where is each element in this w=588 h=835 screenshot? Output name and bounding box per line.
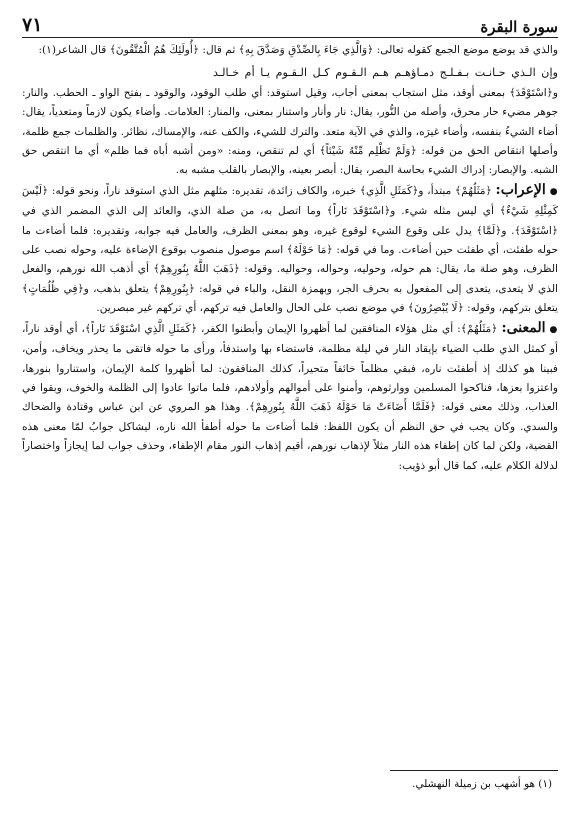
bullet-icon: ●: [549, 324, 558, 335]
section-heading-meaning: المعنى:: [501, 319, 546, 336]
footnote-text: هو أشهب بن زميلة النهشلي.: [412, 778, 535, 790]
poetry-verse: وإن الـذي حـانـت بـفـلـج دمـاؤهـم هـم الـقـوم كـل الـقـوم يـا أم خـالـد: [212, 66, 558, 80]
page-body: [22, 41, 558, 476]
section-heading-grammar: الإعراب:: [495, 181, 546, 198]
bullet-icon: ●: [549, 186, 558, 197]
footnote-number: (١): [538, 778, 552, 790]
grammar-text: ﴿مَثَلُهُمْ﴾ مبتدأ، و﴿كَمَثَلِ الَّذِي﴾ خبره، والكاف زائدة، تقديره: مثلهم مثل الذي استوقد ناراً، ونحو قوله: ﴿لَيْسَ كَمِثْلِهِ شَيْءٌ﴾ أي ليس مثله شيء. و﴿اسْتَوْقَدَ نَاراً﴾ وما اتصل به، من صلة الذي، والعائد إلى الذي المضمر الذي في ﴿اسْتَوْقَدَ﴾. و﴿لَمَّا﴾ يدل على وقوع الشيء لوقوع غيره، وهو بمعنى الظرف، والعامل فيه جوابه، وتقديره: فلما أضاءت ما حوله طفئت، أي طفئت حين أضاءت. وما في قوله: ﴿مَا حَوْلَهُ﴾ اسم موصول منصوب بوقوع الإضاءة عليه، وحوله نصب على الظرف، وهو صلة ما، يقال: هم حوله، وحوليه، وحواله، وحواليه. وقوله: ﴿ذَهَبَ اللَّهُ بِنُورِهِمْ﴾ أي أذهب الله نورهم، والفعل الذي لا يتعدى، يتعدى إلى المفعول به بحرف الجر، وبهمزة النقل، والباء في قوله: ﴿بِنُورِهِمْ﴾ يتعلق بذهب، و﴿فِي ظُلُمَاتٍ﴾ يتعلق بتركهم، وقوله: ﴿لَا يُبْصِرُونَ﴾ في موضع نصب على الحال والعامل فيه تركهم، أي تركهم غير مبصرين.: [22, 184, 558, 315]
paragraph-grammar: [22, 181, 558, 319]
surah-title: سورة البقرة: [480, 18, 558, 36]
footnote-rule: [390, 770, 558, 771]
meaning-text: ﴿مَثَلُهُمْ﴾: أي مثل هؤلاء المنافقين لما أظهروا الإيمان وأبطنوا الكفر، ﴿كَمَثَلِ الَّذِي اسْتَوْقَدَ نَاراً﴾، أي أوقد ناراً، أو كمثل الذي طلب الضياء بإيقاد النار في ليلة مظلمة، فاستضاء بها واستدفأ، ورأى ما حوله فاتقى ما يحذر ويخاف، وأمن، فبينا هو كذلك إذ أطفئت ناره، فبقي مظلماً خائفاً متحيراً، كذلك المنافقون: لما أظهروا كلمة الإيمان، واستناروا بنورها، واعتزوا بعزها، فناكحوا المسلمين ووارثوهم، وأمنوا على أموالهم وأولادهم، فلما ماتوا عادوا إلى الظلمة والخوف، وبقوا في العذاب، وذلك معنى قوله: ﴿فَلَمَّا أَضَاءَتْ مَا حَوْلَهُ ذَهَبَ اللَّهُ بِنُورِهِمْ﴾. وهذا هو المروي عن ابن عباس وقتادة والضحاك والسدي. وكان يجب في حق النظم أن يكون اللفظ: فلما أضاءت ما حوله أطفأ الله ناره، ليشاكل جوابُ لمّا معنى هذه القضية، ولكن لما كان إطفاء هذه النار مثلاً لإذهاب نورهم، أقيم إذهاب النور مقام الإطفاء، وحذف جواب لما إيجازاً واختصاراً لدلالة الكلام عليه، كما قال أبو ذؤيب:: [22, 322, 558, 472]
paragraph-plural-usage: والذي قد يوضع موضع الجمع كقوله تعالى: ﴿وَالَّذِي جَاءَ بِالصِّدْقِ وَصَدَّقَ بِهِ﴾ ثم قال: ﴿أُولَئِكَ هُمُ الْمُتَّقُونَ﴾ قال الشاعر(١):: [38, 44, 558, 56]
paragraph-meaning: [22, 319, 558, 476]
page-number: ٧١: [22, 14, 43, 36]
page-header: [22, 6, 558, 36]
footnote: [22, 778, 552, 790]
header-rule: [22, 37, 558, 38]
paragraph-vocabulary: و﴿اسْتَوْقَدَ﴾ بمعنى أوقد، مثل استجاب بمعنى أجاب، وقيل استوقد: أي طلب الوقود، والوقود ـ بفتح الواو ـ الحطب. والنار: جوهر مضيء حار محرق، وأصله من النُّور، يقال: نار وأنار واستنار بمعنى، والمنار: العلامات. وأضاء يكون لازماً ومتعدياً، يقال: أضاء الشيءُ بنفسه، وأضاء غيرَه، والذي في الآية متعد. والترك للشيء، والكف عنه، والإمساك، نظائر. والظلمات جمع ظلمة، وأصلها انتقاص الحق من قوله: ﴿وَلَمْ تَظْلِم مِّنْهُ شَيْئاً﴾ أي لم تنقص، ومنه: «ومن أشبه أباه فما ظلم» أي ما انتقص حق الشبه. والإبصار: إدراك الشيء بحاسة البصر، يقال: أبصر بعينه، والإبصار بالقلب مشبه به.: [22, 86, 558, 177]
